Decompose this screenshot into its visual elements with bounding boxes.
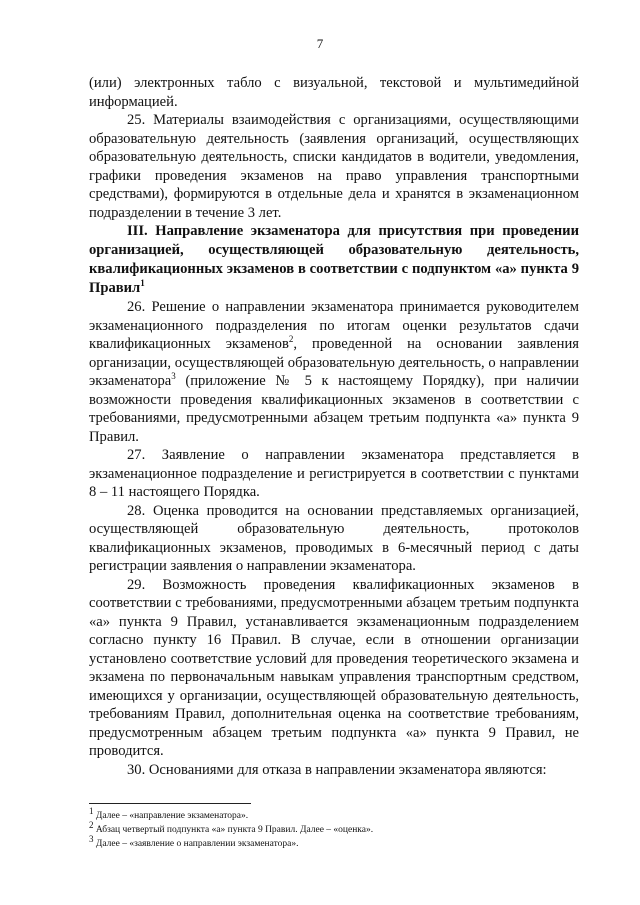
footnote-divider (89, 803, 251, 804)
paragraph-continuation: (или) электронных табло с визуальной, текстовой и мультимедийной информацией. (89, 75, 579, 110)
paragraph-26-part-a: 26. Решение о направлении экзаменатора принимается руководителем экзаменационного подразделения по итогам оценки результатов сдачи квалификационных экзаменов (89, 299, 579, 352)
footnote-ref-1: 1 (140, 278, 145, 289)
footnote-1 (89, 805, 579, 823)
footnote-ref-2: 2 (288, 334, 294, 345)
paragraph-26-part-b: , проведенной на основании заявления организации, осуществляющей образовательную деятельность, о направлении экзаменатора (89, 336, 579, 389)
footnote-mark: 1 (89, 805, 94, 816)
footnote-text: Абзац четвертый подпункта «а» пункта 9 Правил. Далее – «оценка». (93, 825, 374, 835)
footnote-2 (89, 819, 579, 837)
document-body (89, 74, 579, 779)
section-heading (89, 222, 579, 298)
paragraph-28: 28. Оценка проводится на основании представляемых организацией, осуществляющей образовательную деятельность, протоколов квалификационных экзаменов, проводимых в 6-месячный период с даты регистрации заявления о направлении экзаменатора. (89, 502, 579, 574)
paragraph-27: 27. Заявление о направлении экзаменатора представляется в экзаменационное подразделение и регистрируется в соответствии с пунктами 8 – 11 настоящего Порядка. (89, 447, 579, 500)
footnote-text: Далее – «заявление о направлении экзаменатора». (93, 839, 299, 849)
paragraph-30: 30. Основаниями для отказа в направлении экзаменатора являются: (127, 761, 547, 778)
page-number: 7 (316, 36, 324, 51)
footnotes (89, 805, 579, 851)
section-heading-text: III. Направление экзаменатора для присутствия при проведении организацией, осуществляющей образовательную деятельность, квалификационных экзаменов в соответствии с подпунктом «а» пункта 9 Правил (89, 223, 579, 296)
footnote-mark: 3 (89, 833, 94, 844)
footnote-3 (89, 833, 579, 851)
footnote-ref-3: 3 (171, 371, 176, 382)
paragraph-29: 29. Возможность проведения квалификационных экзаменов в соответствии с требованиями, предусмотренными абзацем третьим подпункта «а» пункта 9 Правил, устанавливается экзаменационным подразделением согласно пункту 16 Правил. В случае, если в отношении организации установлено соответствие условий для проведения теоретического экзамена и экзамена по первоначальным навыкам управления транспортным средством, имеющихся у организации, осуществляющей образовательную деятельность, требованиям Правил, дополнительная оценка на соответствие требованиям, предусмотренным абзацем третьим подпункта «а» пункта 9 Правил, не проводится. (89, 576, 579, 759)
footnote-mark: 2 (89, 819, 94, 830)
paragraph-26 (89, 298, 579, 446)
paragraph-26-part-c: (приложение № 5 к настоящему Порядку), при наличии возможности проведения квалификационных экзаменов в соответствии с требованиями, предусмотренными абзацем третьим подпункта «а» пункта 9 Правил. (89, 373, 579, 445)
footnote-text: Далее – «направление экзаменатора». (93, 811, 249, 821)
paragraph-25: 25. Материалы взаимодействия с организациями, осуществляющими образовательную деятельность (заявления организаций, осуществляющих образовательную деятельность, списки кандидатов в водители, уведомления, графики проведения экзаменов на право управления транспортными средствами), формируются в отдельные дела и хранятся в экзаменационном подразделении в течение 3 лет. (89, 112, 579, 221)
